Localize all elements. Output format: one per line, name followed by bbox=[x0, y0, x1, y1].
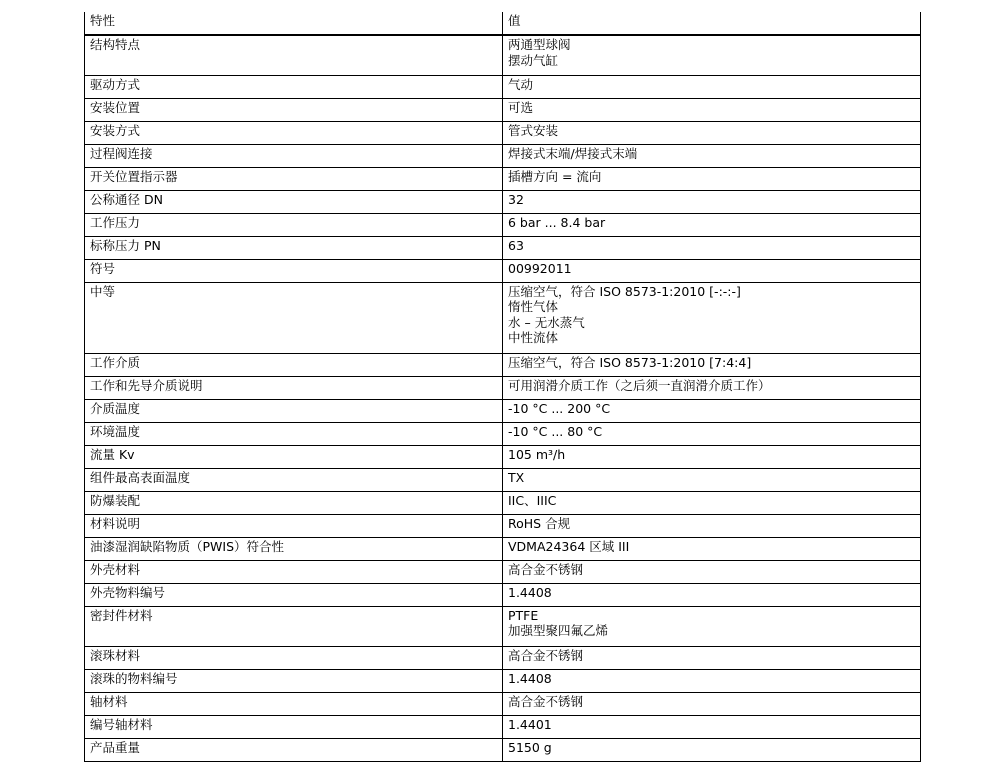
table-row bbox=[85, 167, 921, 190]
header-value: 值 bbox=[503, 12, 921, 35]
table-row bbox=[85, 560, 921, 583]
table-header-row bbox=[85, 12, 921, 35]
property-cell: 油漆湿润缺陷物质（PWIS）符合性 bbox=[85, 537, 503, 560]
property-cell: 符号 bbox=[85, 259, 503, 282]
value-cell bbox=[503, 738, 921, 761]
value-line: VDMA24364 区域 III bbox=[508, 538, 630, 554]
table-row bbox=[85, 75, 921, 98]
value-line: 管式安装 bbox=[508, 122, 559, 138]
value-line: 中性流体 bbox=[508, 330, 559, 345]
value-line: RoHS 合规 bbox=[508, 515, 571, 531]
table-row bbox=[85, 715, 921, 738]
value-line: 压缩空气，符合 ISO 8573-1:2010 [7:4:4] bbox=[508, 354, 752, 370]
value-cell bbox=[503, 376, 921, 399]
value-line: 1.4408 bbox=[508, 584, 552, 600]
value-line: 5150 g bbox=[508, 739, 552, 755]
table-row bbox=[85, 445, 921, 468]
value-cell bbox=[503, 445, 921, 468]
header-property: 特性 bbox=[85, 12, 503, 35]
value-cell bbox=[503, 167, 921, 190]
value-cell bbox=[503, 468, 921, 491]
property-cell: 产品重量 bbox=[85, 738, 503, 761]
value-line: PTFE bbox=[508, 607, 539, 623]
value-cell bbox=[503, 190, 921, 213]
value-line: IIC、IIIC bbox=[508, 492, 557, 508]
value-line: 105 m³/h bbox=[508, 446, 566, 462]
value-cell bbox=[503, 514, 921, 537]
property-cell: 流量 Kv bbox=[85, 445, 503, 468]
table-row bbox=[85, 376, 921, 399]
value-cell bbox=[503, 606, 921, 646]
table-row bbox=[85, 537, 921, 560]
property-cell: 滚珠材料 bbox=[85, 646, 503, 669]
value-line: 压缩空气，符合 ISO 8573-1:2010 [-:-:-] bbox=[508, 283, 741, 299]
value-line: 气动 bbox=[508, 76, 534, 92]
property-cell: 标称压力 PN bbox=[85, 236, 503, 259]
property-cell: 材料说明 bbox=[85, 514, 503, 537]
property-cell: 工作和先导介质说明 bbox=[85, 376, 503, 399]
table-row bbox=[85, 121, 921, 144]
table-row bbox=[85, 259, 921, 282]
property-cell: 编号轴材料 bbox=[85, 715, 503, 738]
property-cell: 公称通径 DN bbox=[85, 190, 503, 213]
value-line: 高合金不锈钢 bbox=[508, 693, 584, 709]
property-cell: 外壳材料 bbox=[85, 560, 503, 583]
property-cell: 结构特点 bbox=[85, 35, 503, 75]
value-line: 高合金不锈钢 bbox=[508, 561, 584, 577]
property-cell: 开关位置指示器 bbox=[85, 167, 503, 190]
table-row bbox=[85, 491, 921, 514]
value-line: 可选 bbox=[508, 99, 534, 115]
value-cell bbox=[503, 422, 921, 445]
value-cell bbox=[503, 259, 921, 282]
table-row bbox=[85, 738, 921, 761]
value-cell bbox=[503, 353, 921, 376]
property-cell: 环境温度 bbox=[85, 422, 503, 445]
value-line: 32 bbox=[508, 191, 524, 207]
table-row bbox=[85, 353, 921, 376]
table-row bbox=[85, 669, 921, 692]
value-cell bbox=[503, 35, 921, 75]
property-cell: 轴材料 bbox=[85, 692, 503, 715]
value-cell bbox=[503, 560, 921, 583]
value-line: 插槽方向 = 流向 bbox=[508, 168, 602, 184]
value-line: TX bbox=[508, 469, 525, 485]
value-line: 惰性气体 bbox=[508, 299, 559, 314]
property-cell: 驱动方式 bbox=[85, 75, 503, 98]
value-line: 高合金不锈钢 bbox=[508, 647, 584, 663]
value-line: 可用润滑介质工作（之后须一直润滑介质工作） bbox=[508, 377, 771, 393]
property-cell: 组件最高表面温度 bbox=[85, 468, 503, 491]
value-cell bbox=[503, 121, 921, 144]
property-cell: 介质温度 bbox=[85, 399, 503, 422]
property-cell: 安装方式 bbox=[85, 121, 503, 144]
value-line: 加强型聚四氟乙烯 bbox=[508, 623, 609, 638]
table-row bbox=[85, 468, 921, 491]
property-cell: 中等 bbox=[85, 282, 503, 353]
value-cell bbox=[503, 282, 921, 353]
value-cell bbox=[503, 583, 921, 606]
value-cell bbox=[503, 646, 921, 669]
value-line: 6 bar ... 8.4 bar bbox=[508, 214, 606, 230]
property-cell: 工作介质 bbox=[85, 353, 503, 376]
value-cell bbox=[503, 537, 921, 560]
table-row bbox=[85, 144, 921, 167]
property-cell: 安装位置 bbox=[85, 98, 503, 121]
value-cell bbox=[503, 715, 921, 738]
table-row bbox=[85, 213, 921, 236]
table-row bbox=[85, 646, 921, 669]
property-cell: 滚珠的物料编号 bbox=[85, 669, 503, 692]
value-cell bbox=[503, 75, 921, 98]
value-line: 水 – 无水蒸气 bbox=[508, 314, 585, 330]
property-cell: 密封件材料 bbox=[85, 606, 503, 646]
table-row bbox=[85, 190, 921, 213]
property-cell: 工作压力 bbox=[85, 213, 503, 236]
value-cell bbox=[503, 669, 921, 692]
value-line: -10 °C ... 200 °C bbox=[508, 400, 611, 416]
value-cell bbox=[503, 144, 921, 167]
property-cell: 过程阀连接 bbox=[85, 144, 503, 167]
table-row bbox=[85, 399, 921, 422]
table-row bbox=[85, 422, 921, 445]
value-line: 焊接式末端/焊接式末端 bbox=[508, 145, 638, 161]
value-cell bbox=[503, 213, 921, 236]
table-row bbox=[85, 35, 921, 75]
value-line: 两通型球阀 bbox=[508, 37, 571, 52]
value-cell bbox=[503, 491, 921, 514]
value-line: 1.4408 bbox=[508, 670, 552, 686]
value-line: 00992011 bbox=[508, 260, 572, 276]
spec-table bbox=[84, 12, 921, 762]
table-row bbox=[85, 514, 921, 537]
value-cell bbox=[503, 236, 921, 259]
value-line: 63 bbox=[508, 237, 524, 253]
table-row bbox=[85, 606, 921, 646]
value-line: 1.4401 bbox=[508, 716, 552, 732]
value-line: 摆动气缸 bbox=[508, 52, 559, 68]
table-row bbox=[85, 236, 921, 259]
spec-table-body bbox=[85, 12, 921, 761]
table-row bbox=[85, 583, 921, 606]
value-cell bbox=[503, 98, 921, 121]
value-cell bbox=[503, 692, 921, 715]
property-cell: 外壳物料编号 bbox=[85, 583, 503, 606]
value-line: -10 °C ... 80 °C bbox=[508, 423, 603, 439]
table-row bbox=[85, 692, 921, 715]
table-row bbox=[85, 98, 921, 121]
table-row bbox=[85, 282, 921, 353]
value-cell bbox=[503, 399, 921, 422]
property-cell: 防爆装配 bbox=[85, 491, 503, 514]
